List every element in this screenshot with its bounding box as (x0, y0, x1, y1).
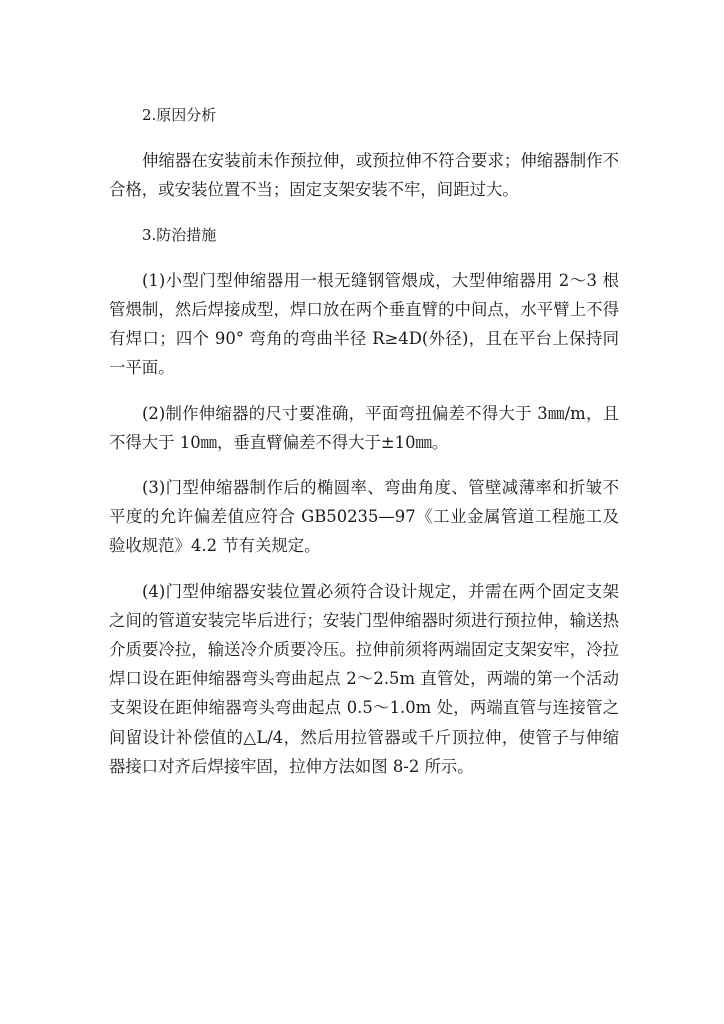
paragraph-measure-2: (2)制作伸缩器的尺寸要准确，平面弯扭偏差不得大于 3㎜/m，且不得大于 10㎜，垂直臂偏差不得大于±10㎜。 (109, 403, 619, 452)
document-content (109, 101, 619, 797)
paragraph-measure-4: (4)门型伸缩器安装位置必须符合设计规定，并需在两个固定支架之间的管道安装完毕后进行；安装门型伸缩器时须进行预拉伸，输送热介质要冷拉，输送冷介质要冷压。拉伸前须将两端固定支架安牢，冷拉焊口设在距伸缩器弯头弯曲起点 2～2.5m 直管处，两端的第一个活动支架设在距伸缩器弯头弯曲起点 0.5～1.0m 处，两端直管与连接管之间留设计补偿值的△L/4，然后用拉管器或千斤顶拉伸，使管子与伸缩器接口对齐后焊接牢固，拉伸方法如图 8-2 所示。 (109, 581, 619, 776)
section-heading-prevention-measures: 3.防治措施 (142, 225, 217, 244)
section-heading-cause-analysis: 2.原因分析 (142, 106, 217, 124)
paragraph-measure-1: (1)小型门型伸缩器用一根无缝钢管煨成，大型伸缩器用 2～3 根管煨制，然后焊接成型，焊口放在两个垂直臂的中间点，水平臂上不得有焊口；四个 90° 弯角的弯曲半径 R≥4D(外径)，且在平台上保持同一平面。 (109, 270, 619, 378)
paragraph-cause-analysis: 伸缩器在安装前未作预拉伸，或预拉伸不符合要求；伸缩器制作不合格，或安装位置不当；固定支架安装不牢，间距过大。 (109, 151, 619, 200)
paragraph-measure-3: (3)门型伸缩器制作后的椭圆率、弯曲角度、管壁减薄率和折皱不平度的允许偏差值应符合 GB50235—97《工业金属管道工程施工及验收规范》4.2 节有关规定。 (109, 478, 619, 556)
